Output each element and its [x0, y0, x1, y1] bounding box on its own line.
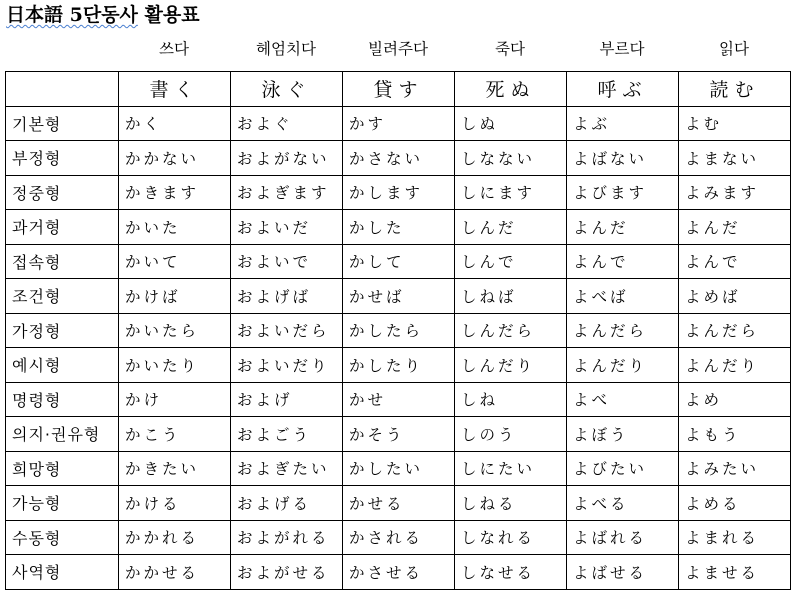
conjugation-cell: およぐ [231, 106, 343, 141]
conjugation-cell: よませる [679, 555, 791, 590]
conjugation-cell: しんで [455, 244, 567, 279]
conjugation-cell: しんだ [455, 210, 567, 245]
table-row [6, 141, 791, 176]
conjugation-cell: しなせる [455, 555, 567, 590]
verb-header: 泳ぐ [231, 72, 343, 107]
conjugation-cell: よまない [679, 141, 791, 176]
table-row [6, 451, 791, 486]
verb-header: 呼ぶ [567, 72, 679, 107]
table-row [6, 313, 791, 348]
conjugation-cell: かしたい [343, 451, 455, 486]
conjugation-cell: しにます [455, 175, 567, 210]
conjugation-cell: かく [119, 106, 231, 141]
table-row [6, 279, 791, 314]
conjugation-cell: かされる [343, 520, 455, 555]
conjugation-cell: よぼう [567, 417, 679, 452]
conjugation-cell: かきたい [119, 451, 231, 486]
korean-meaning-headers [118, 36, 790, 62]
conjugation-cell: しねば [455, 279, 567, 314]
conjugation-form-label: 기본형 [6, 106, 119, 141]
conjugation-cell: よめ [679, 382, 791, 417]
conjugation-cell: およいだら [231, 313, 343, 348]
conjugation-cell: よびます [567, 175, 679, 210]
conjugation-form-label: 명령형 [6, 382, 119, 417]
conjugation-cell: かせば [343, 279, 455, 314]
conjugation-cell: よんだり [679, 348, 791, 383]
table-row [6, 417, 791, 452]
conjugation-cell: かします [343, 175, 455, 210]
conjugation-cell: しぬ [455, 106, 567, 141]
title-main: 日本語 5단동사 [6, 4, 138, 26]
conjugation-cell: およいだり [231, 348, 343, 383]
conjugation-cell: かかせる [119, 555, 231, 590]
conjugation-cell: よんだり [567, 348, 679, 383]
conjugation-cell: よむ [679, 106, 791, 141]
conjugation-cell: かしたり [343, 348, 455, 383]
table-row [6, 175, 791, 210]
corner-cell [6, 72, 119, 107]
conjugation-form-label: 사역형 [6, 555, 119, 590]
conjugation-cell: しにたい [455, 451, 567, 486]
korean-meaning: 부르다 [599, 40, 645, 58]
conjugation-cell: かいたら [119, 313, 231, 348]
korean-meaning: 빌려주다 [368, 40, 428, 58]
conjugation-cell: よんだら [567, 313, 679, 348]
conjugation-rows [6, 106, 791, 589]
conjugation-cell: およごう [231, 417, 343, 452]
korean-meaning: 쓰다 [159, 40, 189, 58]
conjugation-cell: かいたり [119, 348, 231, 383]
conjugation-cell: よめる [679, 486, 791, 521]
conjugation-cell: よべば [567, 279, 679, 314]
conjugation-cell: よばない [567, 141, 679, 176]
korean-meaning: 헤엄치다 [256, 40, 316, 58]
conjugation-form-label: 접속형 [6, 244, 119, 279]
conjugation-cell: よまれる [679, 520, 791, 555]
conjugation-cell: しんだら [455, 313, 567, 348]
conjugation-cell: よべる [567, 486, 679, 521]
conjugation-cell: しんだり [455, 348, 567, 383]
conjugation-cell: しなれる [455, 520, 567, 555]
conjugation-form-label: 예시형 [6, 348, 119, 383]
conjugation-cell: かかれる [119, 520, 231, 555]
conjugation-cell: かす [343, 106, 455, 141]
conjugation-cell: かせる [343, 486, 455, 521]
table-row [6, 348, 791, 383]
conjugation-cell: かして [343, 244, 455, 279]
conjugation-cell: よもう [679, 417, 791, 452]
conjugation-cell: よぶ [567, 106, 679, 141]
conjugation-form-label: 희망형 [6, 451, 119, 486]
verb-header: 書く [119, 72, 231, 107]
conjugation-cell: かせ [343, 382, 455, 417]
conjugation-cell: よんで [567, 244, 679, 279]
conjugation-cell: しねる [455, 486, 567, 521]
table-row [6, 210, 791, 245]
conjugation-cell: かいた [119, 210, 231, 245]
conjugation-cell: かけば [119, 279, 231, 314]
conjugation-cell: かさない [343, 141, 455, 176]
table-row [6, 382, 791, 417]
conjugation-cell: かけ [119, 382, 231, 417]
conjugation-cell: かきます [119, 175, 231, 210]
conjugation-cell: しなない [455, 141, 567, 176]
conjugation-cell: かしたら [343, 313, 455, 348]
conjugation-cell: しね [455, 382, 567, 417]
conjugation-cell: およがせる [231, 555, 343, 590]
conjugation-cell: よばせる [567, 555, 679, 590]
conjugation-cell: よんだ [679, 210, 791, 245]
conjugation-cell: およぎます [231, 175, 343, 210]
conjugation-cell: よめば [679, 279, 791, 314]
conjugation-cell: およがない [231, 141, 343, 176]
conjugation-cell: およいで [231, 244, 343, 279]
table-row [6, 106, 791, 141]
conjugation-cell: よべ [567, 382, 679, 417]
conjugation-cell: およげる [231, 486, 343, 521]
conjugation-form-label: 가능형 [6, 486, 119, 521]
page-title [6, 2, 200, 28]
conjugation-cell: かかない [119, 141, 231, 176]
conjugation-cell: およいだ [231, 210, 343, 245]
conjugation-cell: よんで [679, 244, 791, 279]
conjugation-form-label: 조건형 [6, 279, 119, 314]
conjugation-cell: およげ [231, 382, 343, 417]
verb-header: 読む [679, 72, 791, 107]
conjugation-form-label: 정중형 [6, 175, 119, 210]
conjugation-cell: よばれる [567, 520, 679, 555]
conjugation-cell: かした [343, 210, 455, 245]
conjugation-form-label: 과거형 [6, 210, 119, 245]
title-suffix: 활용표 [144, 4, 200, 26]
conjugation-cell: かいて [119, 244, 231, 279]
conjugation-cell: かそう [343, 417, 455, 452]
conjugation-cell: よみたい [679, 451, 791, 486]
conjugation-cell: およげば [231, 279, 343, 314]
conjugation-cell: よみます [679, 175, 791, 210]
verb-header: 貸す [343, 72, 455, 107]
conjugation-cell: かこう [119, 417, 231, 452]
conjugation-form-label: 수동형 [6, 520, 119, 555]
conjugation-cell: しのう [455, 417, 567, 452]
conjugation-cell: かける [119, 486, 231, 521]
conjugation-form-label: 부정형 [6, 141, 119, 176]
table-row [6, 520, 791, 555]
conjugation-form-label: 가정형 [6, 313, 119, 348]
korean-meaning: 읽다 [719, 40, 749, 58]
conjugation-form-label: 의지·권유형 [6, 417, 119, 452]
conjugation-cell: およがれる [231, 520, 343, 555]
conjugation-cell: よんだら [679, 313, 791, 348]
conjugation-cell: よんだ [567, 210, 679, 245]
table-row [6, 555, 791, 590]
verb-header: 死ぬ [455, 72, 567, 107]
conjugation-table [5, 71, 791, 590]
conjugation-cell: よびたい [567, 451, 679, 486]
korean-meaning: 죽다 [495, 40, 525, 58]
table-row [6, 486, 791, 521]
table-row [6, 244, 791, 279]
conjugation-cell: かさせる [343, 555, 455, 590]
conjugation-cell: およぎたい [231, 451, 343, 486]
verb-header-row [6, 72, 791, 107]
